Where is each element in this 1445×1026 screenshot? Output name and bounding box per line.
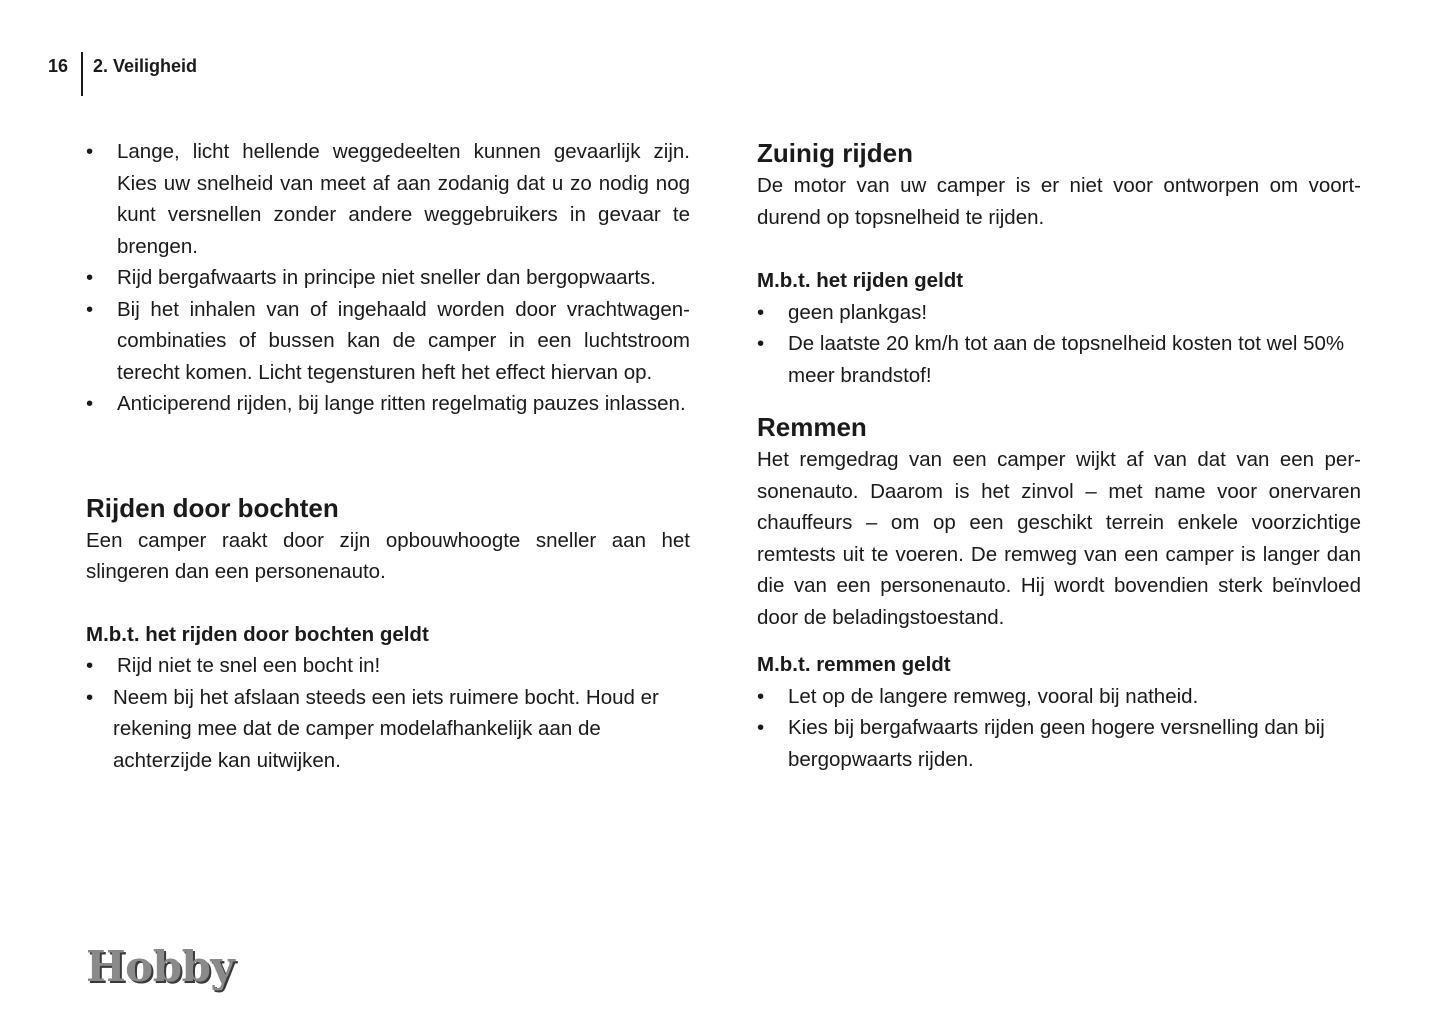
bullet-icon: •: [86, 297, 94, 321]
list-item: • Kies bij bergafwaarts rijden geen hogere versnelling dan bij bergopwaarts rijden.: [757, 712, 1361, 775]
economy-paragraph: De motor van uw camper is er niet voor ontworpen om voort-durend op topsnelheid te rijden.: [757, 174, 1361, 229]
bullet-icon: •: [757, 684, 765, 708]
list-item: • Rijd niet te snel een bocht in!: [86, 650, 690, 682]
bullet-icon: •: [86, 654, 94, 677]
brakes-heading: Remmen: [757, 412, 867, 442]
brakes-rules-list: [757, 681, 1361, 776]
bullet-icon: •: [86, 685, 94, 709]
hobby-logo: Hobby: [86, 942, 235, 991]
economy-rules-list: [757, 297, 1361, 392]
list-item: • Neem bij het afslaan steeds een iets ruimere bocht. Houd er rekening mee dat de camper modelafhankelijk aan de achterzijde kan uitwijken.: [86, 682, 690, 777]
bends-rules-list: [86, 650, 690, 776]
economy-rules-heading: M.b.t. het rijden geldt: [757, 269, 964, 292]
brakes-paragraph: Het remgedrag van een camper wijkt af van dat van een per-sonenauto. Daarom is het zinvol – met name voor onervaren chauffeurs – om op een geschikt terrein enkele voorzichtige remtests uit te voeren. De remweg van een camper is langer dan die van een personenauto. Hij wordt bovendien sterk beïnvloed door de beladingstoestand.: [757, 448, 1361, 629]
page-number: 16: [48, 56, 69, 76]
right-column: [757, 136, 1361, 775]
list-item: • De laatste 20 km/h tot aan de topsnelheid kosten tot wel 50% meer brandstof!: [757, 328, 1361, 391]
bullet-icon: •: [86, 392, 94, 415]
bends-paragraph: Een camper raakt door zijn opbouwhoogte sneller aan het slingeren dan een personenauto.: [86, 528, 690, 583]
header-divider: [81, 52, 83, 96]
bullet-icon: •: [757, 300, 765, 324]
brakes-rules-heading: M.b.t. remmen geldt: [757, 653, 951, 676]
list-item: • Anticiperend rijden, bij lange ritten regelmatig pauzes inlassen.: [86, 388, 690, 420]
bends-heading: Rijden door bochten: [86, 492, 339, 523]
bullet-icon: •: [757, 332, 765, 355]
bullet-icon: •: [86, 266, 94, 289]
list-item: • Rijd bergafwaarts in principe niet sneller dan bergopwaarts.: [86, 262, 690, 294]
list-item: • Lange, licht hellende weggedeelten kunnen gevaarlijk zijn. Kies uw snelheid van meet af aan zodanig dat u zo nodig nog kunt versnellen zonder andere weggebruikers in gevaar te brengen.: [86, 136, 690, 262]
economy-heading: Zuinig rijden: [757, 138, 913, 168]
list-item: • geen plankgas!: [757, 297, 1361, 329]
list-item: • Let op de langere remweg, vooral bij natheid.: [757, 681, 1361, 713]
list-item: • Bij het inhalen van of ingehaald worden door vrachtwagen-combinaties of bussen kan de camper in een luchtstroom terecht komen. Licht tegensturen heft het effect hiervan op.: [86, 294, 690, 389]
section-title: 2. Veiligheid: [93, 56, 198, 76]
left-column: [86, 136, 690, 776]
bullet-icon: •: [86, 140, 94, 163]
bends-rules-heading: M.b.t. het rijden door bochten geldt: [86, 622, 429, 646]
intro-bullet-list: [86, 136, 690, 420]
bullet-icon: •: [757, 716, 765, 739]
